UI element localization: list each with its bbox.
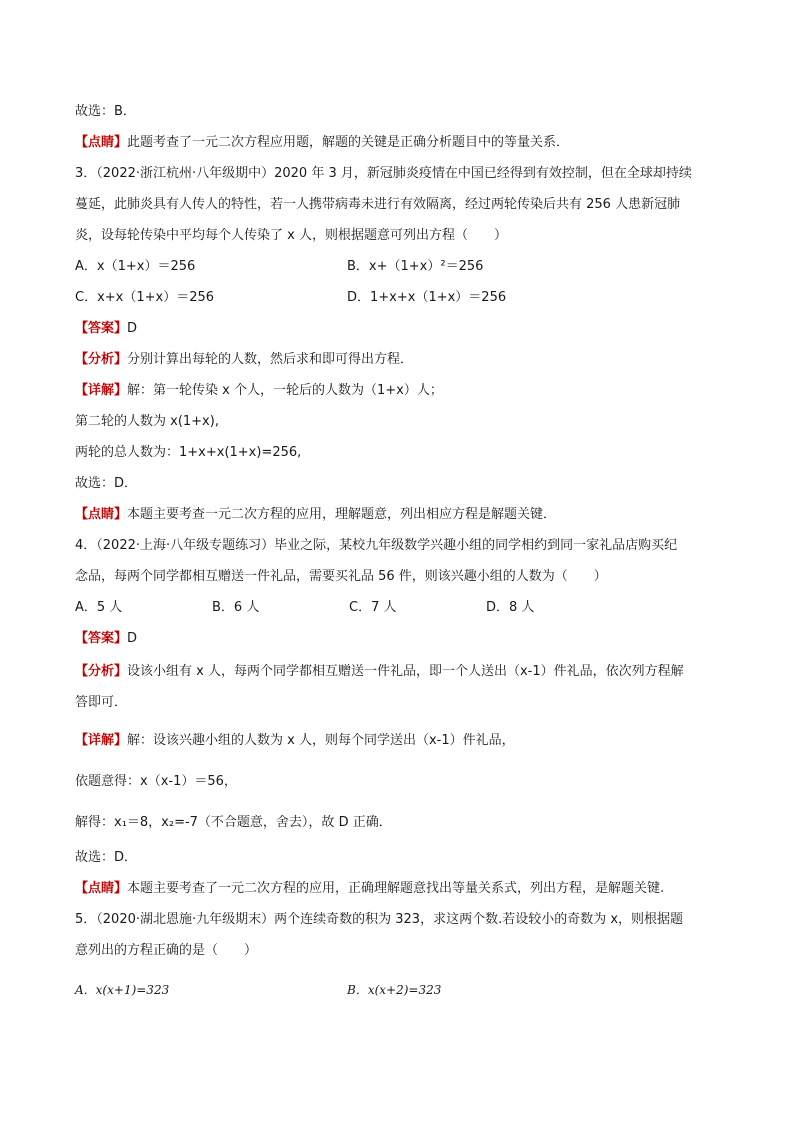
q5-stem-line2: 意列出的方程正确的是（ ） bbox=[75, 943, 258, 958]
q3-stem-line2: 蔓延，此肺炎具有人传人的特性，若一人携带病毒未进行有效隔离，经过两轮传染后共有 256 人患新冠肺 bbox=[75, 197, 681, 212]
detail-tag: 【详解】 bbox=[75, 733, 128, 748]
comment-text: 本题主要考查一元二次方程的应用，理解题意，列出相应方程是解题关键． bbox=[127, 507, 557, 522]
q3-detail-line2: 第二轮的人数为 x(1+x), bbox=[75, 414, 219, 429]
q5-option-b: B．x(x+2)=323 bbox=[347, 983, 442, 997]
comment-tag: 【点睛】 bbox=[75, 135, 128, 150]
q2-comment bbox=[75, 133, 569, 153]
q4-detail-line2: 依题意得：x（x-1）＝56， bbox=[75, 774, 237, 789]
q3-option-d: D．1+x+x（1+x）＝256 bbox=[347, 290, 507, 305]
q4-analysis-line2: 答即可． bbox=[75, 695, 128, 710]
q3-analysis bbox=[75, 350, 413, 370]
answer-tag: 【答案】 bbox=[75, 321, 128, 336]
q3-stem-line1: 3．（2022·浙江杭州·八年级期中）2020 年 3 月，新冠肺炎疫情在中国已经得到有效控制，但在全球却持续 bbox=[75, 166, 692, 181]
q4-conclusion: 故选：D． bbox=[75, 850, 138, 865]
q4-stem-line2: 念品，每两个同学都相互赠送一件礼品，需要买礼品 56 件，则该兴趣小组的人数为（ ） bbox=[75, 569, 607, 584]
analysis-text: 分别计算出每轮的人数，然后求和即可得出方程． bbox=[127, 352, 414, 367]
answer-value: D bbox=[127, 321, 138, 336]
comment-tag: 【点睛】 bbox=[75, 881, 128, 896]
analysis-tag: 【分析】 bbox=[75, 352, 128, 367]
answer-value: D bbox=[127, 631, 138, 646]
q5-option-a: A．x(x+1)=323 bbox=[75, 983, 170, 997]
detail-text: 解：设该兴趣小组的人数为 x 人，则每个同学送出（x-1）件礼品， bbox=[127, 733, 515, 748]
detail-text: 解：第一轮传染 x 个人，一轮后的人数为（1+x）人； bbox=[127, 383, 443, 398]
q4-option-a: A．5 人 bbox=[75, 600, 123, 615]
q4-stem-line1: 4．（2022·上海·八年级专题练习）毕业之际，某校九年级数学兴趣小组的同学相约到同一家礼品店购买纪 bbox=[75, 538, 678, 553]
answer-tag: 【答案】 bbox=[75, 631, 128, 646]
q3-option-b: B．x+（1+x）²＝256 bbox=[347, 259, 484, 274]
q4-option-c: C．7 人 bbox=[349, 600, 397, 615]
q4-answer bbox=[75, 629, 137, 649]
q2-conclusion: 故选：B． bbox=[75, 104, 136, 119]
detail-tag: 【详解】 bbox=[75, 383, 128, 398]
q4-detail-line3: 解得：x₁＝8，x₂=-7（不合题意，舍去），故 D 正确． bbox=[75, 815, 392, 830]
q4-option-b: B．6 人 bbox=[212, 600, 260, 615]
q4-detail-line1 bbox=[75, 731, 515, 751]
q3-answer bbox=[75, 319, 137, 339]
comment-text: 此题考查了一元二次方程应用题，解题的关键是正确分析题目中的等量关系． bbox=[127, 135, 570, 150]
q3-stem-line3: 炎，设每轮传染中平均每个人传染了 x 人，则根据题意可列出方程（ ） bbox=[75, 228, 507, 243]
q3-detail-line1 bbox=[75, 381, 443, 401]
q3-comment bbox=[75, 505, 556, 525]
q4-comment bbox=[75, 879, 664, 899]
analysis-tag: 【分析】 bbox=[75, 664, 128, 679]
q3-detail-line3: 两轮的总人数为：1+x+x(1+x)=256, bbox=[75, 445, 302, 460]
q4-option-d: D．8 人 bbox=[486, 600, 535, 615]
q4-analysis-line1 bbox=[75, 662, 684, 682]
q5-stem-line1: 5．（2020·湖北恩施·九年级期末）两个连续奇数的积为 323，求这两个数.若设较小的奇数为 x，则根据题 bbox=[75, 912, 684, 927]
q3-conclusion: 故选：D． bbox=[75, 476, 138, 491]
analysis-text: 设该小组有 x 人，每两个同学都相互赠送一件礼品，即一个人送出（x-1）件礼品，依次列方程解 bbox=[127, 664, 684, 679]
comment-tag: 【点睛】 bbox=[75, 507, 128, 522]
comment-text: 本题主要考查了一元二次方程的应用，正确理解题意找出等量关系式，列出方程，是解题关键. bbox=[127, 881, 665, 896]
q3-option-c: C．x+x（1+x）＝256 bbox=[75, 290, 215, 305]
q3-option-a: A．x（1+x）＝256 bbox=[75, 259, 196, 274]
